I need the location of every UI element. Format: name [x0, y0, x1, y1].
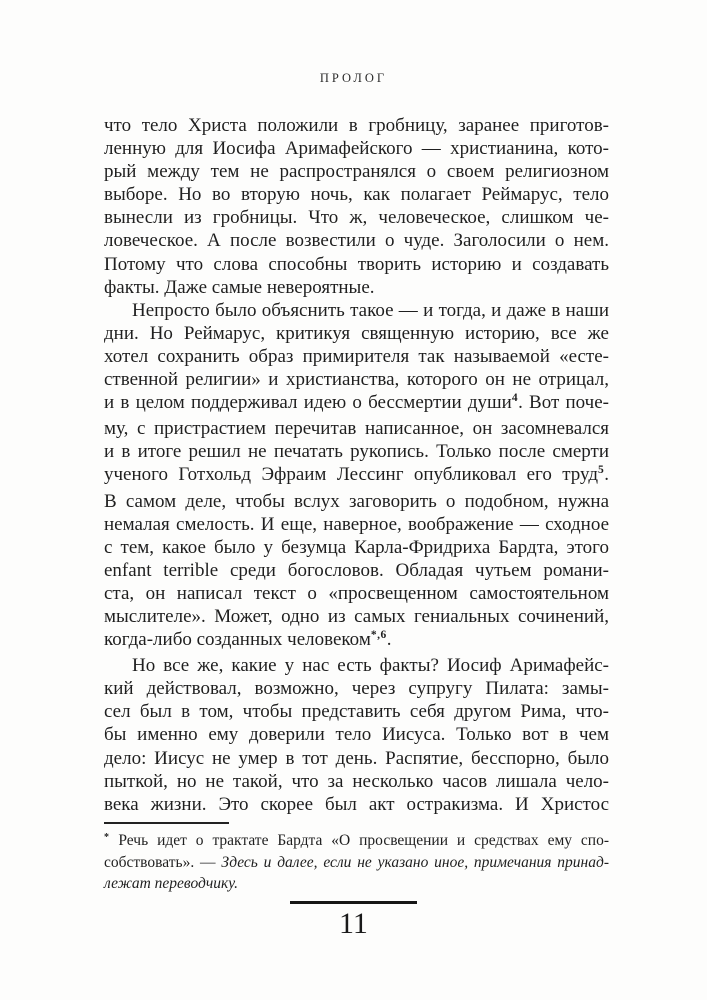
text-segment: ученого Готхольд Эфраим Лессинг опубликовал его труд — [104, 464, 598, 486]
text-segment: с тем, какое было у безумца Карла-Фридриха Бардта, этого — [104, 536, 609, 558]
text-segment: . — [604, 464, 609, 486]
footnote-marker: 5 — [598, 464, 605, 477]
text-line — [104, 747, 609, 770]
text-segment: ловеческое. А после возвестили о чуде. Заголосили о нем. — [104, 230, 609, 252]
text-segment: немалая смелость. И еще, наверное, воображение — сходное — [104, 513, 609, 535]
text-line — [104, 253, 609, 276]
text-segment: лежат переводчику. — [104, 874, 239, 892]
text-segment: собствовать». — — [104, 854, 222, 872]
text-line — [104, 345, 609, 368]
text-segment: Здесь и далее, если не указано иное, примечания принад- — [221, 854, 609, 872]
text-segment: факты. Даже самые невероятные. — [104, 276, 375, 298]
text-segment: вынесли из гробницы. Что ж, человеческое, слишком че- — [104, 207, 609, 229]
text-segment: выборе. Но во вторую ночь, как полагает Реймарус, тело — [104, 184, 609, 206]
text-line — [104, 700, 609, 723]
text-segment: хотел сохранить образ примирителя так называемой «есте- — [104, 345, 609, 367]
text-line — [104, 114, 609, 137]
page-number: 11 — [339, 906, 368, 940]
running-head-prologue: ПРОЛОГ — [319, 71, 388, 85]
text-line — [104, 368, 609, 391]
text-line — [104, 831, 609, 853]
text-segment: века жизни. Это скорее был акт остракизма. И Христос — [104, 793, 609, 815]
text-segment: . Вот поче- — [518, 392, 609, 414]
text-line — [104, 276, 609, 299]
text-line — [104, 206, 609, 229]
text-segment: мыслителе». Может, одно из самых гениальных сочинений, — [104, 605, 609, 627]
text-segment: бы именно ему доверили тело Иисуса. Только вот в чем — [104, 724, 609, 746]
text-segment: Но все же, какие у нас есть факты? Иосиф Аримафейс- — [132, 655, 609, 677]
text-segment: и в целом поддерживал идею о бессмертии души — [104, 392, 512, 414]
footnote-marker: * — [104, 832, 110, 843]
text-line — [104, 391, 609, 417]
paragraph — [104, 114, 609, 299]
text-line — [104, 677, 609, 700]
text-line — [104, 853, 609, 873]
text-segment: когда-либо созданных человеком — [104, 629, 371, 651]
text-line — [104, 513, 609, 536]
text-line — [104, 605, 609, 628]
footnote-marker: *,6 — [370, 629, 387, 642]
text-segment: рый между тем не распространялся о своем религиозном — [104, 161, 609, 183]
text-segment: . — [386, 629, 392, 651]
text-segment: дни. Но Реймарус, критикуя священную историю, все же — [104, 322, 609, 344]
text-line — [104, 490, 609, 513]
text-line — [104, 229, 609, 252]
text-segment: пыткой, но не такой, что за несколько часов лишала чело- — [104, 770, 609, 792]
text-segment: ственной религии» и христианства, которого он не отрицал, — [104, 369, 609, 391]
text-line — [104, 874, 609, 894]
paragraph — [104, 654, 609, 816]
text-line — [104, 463, 609, 489]
text-segment: сел был в том, чтобы представить себя другом Рима, что- — [104, 701, 609, 723]
text-segment: Потому что слова способны творить историю и создавать — [104, 253, 609, 275]
text-line — [104, 559, 609, 582]
text-segment: enfant terrible среди богословов. Обладая чутьем романи- — [104, 559, 609, 581]
text-line — [104, 417, 609, 440]
text-line — [104, 322, 609, 345]
text-segment: Непросто было объяснить такое — и тогда, и даже в наши — [132, 299, 609, 321]
footer-rule — [290, 901, 417, 904]
text-line — [104, 160, 609, 183]
footnote — [104, 822, 609, 894]
body-text — [104, 114, 609, 816]
paragraph — [104, 299, 609, 654]
page-footer — [0, 901, 707, 941]
footnote-marker: 4 — [511, 392, 519, 405]
text-line — [104, 536, 609, 559]
text-segment: кий действовал, возможно, через супругу Пилата: замы- — [104, 678, 609, 700]
text-segment: дело: Иисус не умер в тот день. Распятие, бесспорно, было — [104, 747, 609, 769]
text-line — [104, 628, 609, 654]
text-line — [104, 137, 609, 160]
text-line — [104, 582, 609, 605]
text-line — [104, 793, 609, 816]
text-line — [104, 770, 609, 793]
text-line — [104, 183, 609, 206]
footnote-divider — [104, 822, 229, 824]
text-segment: и в итоге решил не печатать рукопись. Только после смерти — [104, 441, 609, 463]
text-line — [104, 723, 609, 746]
text-segment: ленную для Иосифа Аримафейского — христианина, кото- — [104, 138, 609, 160]
text-segment: В самом деле, чтобы вслух заговорить о подобном, нужна — [104, 490, 609, 512]
text-line — [104, 299, 609, 322]
footnote-text — [104, 831, 609, 894]
text-line — [104, 440, 609, 463]
text-segment: ста, он написал текст о «просвещенном самостоятельном — [104, 582, 609, 604]
text-segment: му, с пристрастием перечитав написанное, он засомневался — [104, 418, 609, 440]
text-segment: Речь идет о трактате Бардта «О просвещении и средствах ему спо- — [109, 832, 609, 849]
text-line — [104, 654, 609, 677]
text-segment: что тело Христа положили в гробницу, заранее приготов- — [104, 115, 609, 136]
